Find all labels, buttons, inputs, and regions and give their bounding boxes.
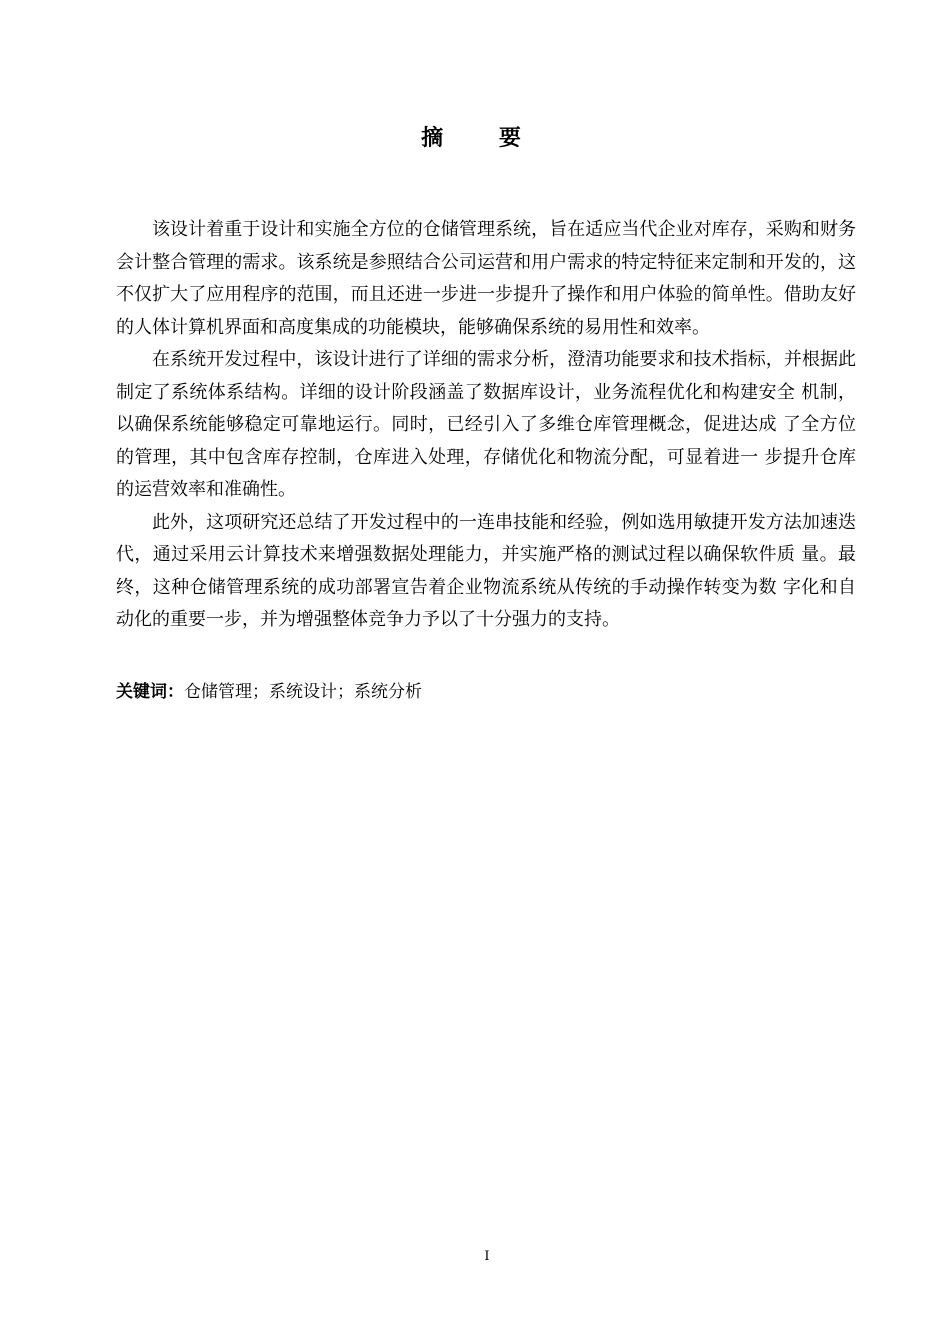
abstract-title: 摘 要 xyxy=(421,126,545,151)
keywords-line xyxy=(116,678,422,706)
keywords-label: 关键词： xyxy=(116,682,184,702)
abstract-paragraph-2: 在系统开发过程中，该设计进行了详细的需求分析，澄清功能要求和技术指标，并根据此制定了系统体系结构。详细的设计阶段涵盖了数据库设计，业务流程优化和构建安全 机制，以确保系统能够稳定可靠地运行。同时，已经引入了多维仓库管理概念，促进达成 了全方位的管理，其中包含库存控制，仓库进入处理，存储优化和物流分配，可显着进一 步提升仓库的运营效率和准确性。 xyxy=(116,349,856,500)
abstract-paragraph-3: 此外，这项研究还总结了开发过程中的一连串技能和经验，例如选用敏捷开发方法加速迭代，通过采用云计算技术来增强数据处理能力，并实施严格的测试过程以确保软件质 量。最终，这种仓储管理系统的成功部署宣告着企业物流系统从传统的手动操作转变为数 字化和自动化的重要一步，并为增强整体竞争力予以了十分强力的支持。 xyxy=(116,511,856,630)
page-number: I xyxy=(484,1249,490,1264)
abstract-paragraph-1: 该设计着重于设计和实施全方位的仓储管理系统，旨在适应当代企业对库存，采购和财务会计整合管理的需求。该系统是参照结合公司运营和用户需求的特定特征来定制和开发的，这不仅扩大了应用程序的范围，而且还进一步进一步提升了操作和用户体验的简单性。借助友好的人体计算机界面和高度集成的功能模块，能够确保系统的易用性和效率。 xyxy=(116,219,856,338)
keywords-value: 仓储管理；系统设计；系统分析 xyxy=(184,682,422,702)
abstract-body xyxy=(116,214,856,637)
